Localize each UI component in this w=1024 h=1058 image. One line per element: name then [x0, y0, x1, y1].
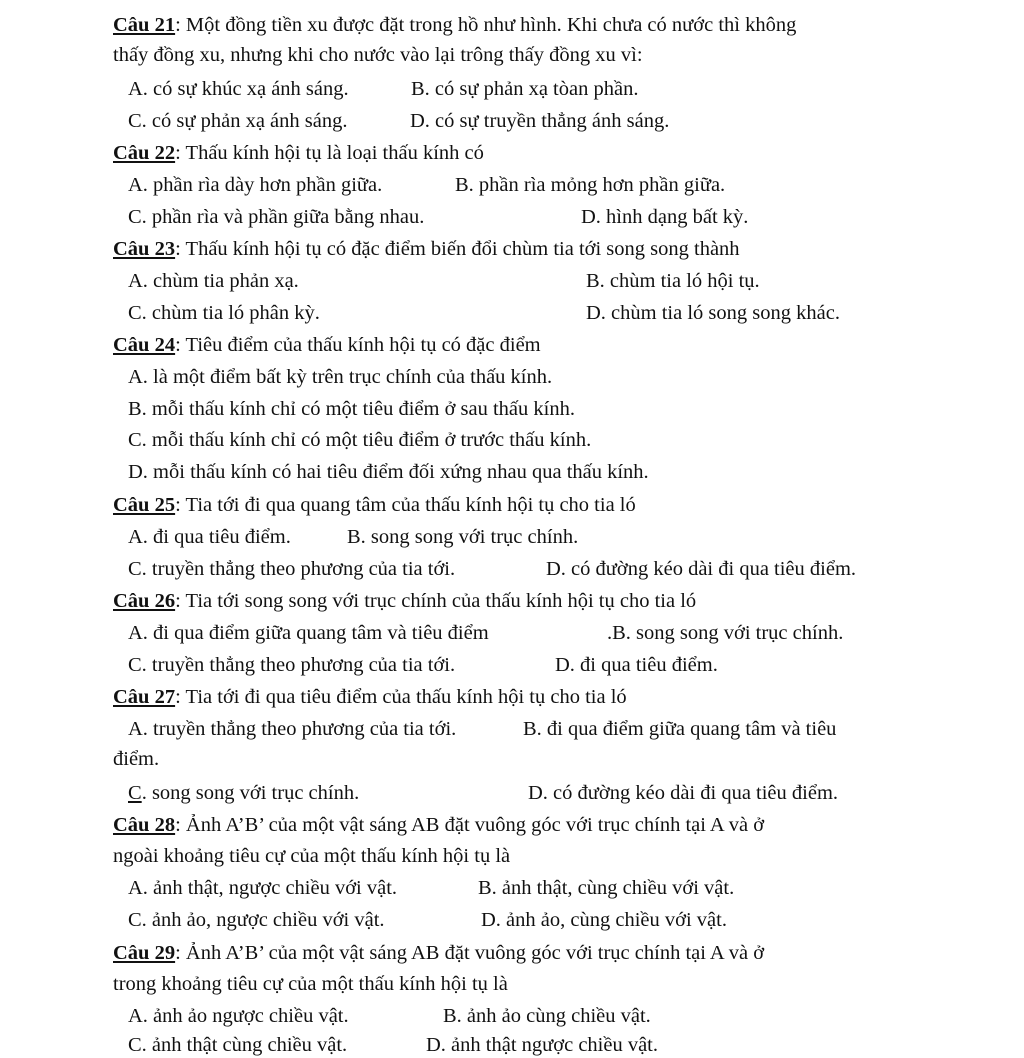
question-28-option-b: B. ảnh thật, cùng chiều với vật.	[478, 877, 735, 899]
question-24-stem	[113, 332, 541, 358]
question-29-stem-cont: trong khoảng tiêu cự của một thấu kính hội tụ là	[113, 973, 508, 995]
question-28-option-a: A. ảnh thật, ngược chiều với vật.	[128, 877, 398, 899]
question-26-stem-text: : Tia tới song song với trục chính của thấu kính hội tụ cho tia ló	[175, 590, 697, 612]
question-29-option-a: A. ảnh ảo ngược chiều vật.	[128, 1005, 349, 1027]
question-27-label: Câu 27	[113, 686, 176, 708]
question-27-stem	[113, 684, 627, 710]
question-22-option-c: C. phần rìa và phần giữa bằng nhau.	[128, 206, 425, 228]
question-29-label: Câu 29	[113, 942, 176, 964]
question-22-option-d: D. hình dạng bất kỳ.	[581, 206, 749, 228]
question-23-label: Câu 23	[113, 238, 176, 260]
question-27-option-b-cont: điểm.	[113, 748, 160, 770]
question-29-stem	[113, 940, 764, 966]
question-27-option-c	[128, 780, 359, 806]
question-25-label: Câu 25	[113, 494, 176, 516]
question-23-option-a: A. chùm tia phản xạ.	[128, 270, 299, 292]
question-21-stem-text: : Một đồng tiền xu được đặt trong hồ như hình. Khi chưa có nước thì không	[175, 14, 797, 36]
question-25-option-a: A. đi qua tiêu điểm.	[128, 526, 291, 548]
question-22-stem	[113, 140, 484, 166]
question-28-option-d: D. ảnh ảo, cùng chiều với vật.	[481, 909, 727, 931]
question-24-option-a: A. là một điểm bất kỳ trên trục chính của thấu kính.	[128, 366, 553, 388]
question-28-label: Câu 28	[113, 814, 176, 836]
question-28-stem	[113, 812, 764, 838]
question-27-stem-text: : Tia tới đi qua tiêu điểm của thấu kính hội tụ cho tia ló	[175, 686, 627, 708]
question-21-stem-cont: thấy đồng xu, nhưng khi cho nước vào lại trông thấy đồng xu vì:	[113, 44, 643, 66]
question-28-option-c: C. ảnh ảo, ngược chiều với vật.	[128, 909, 385, 931]
question-23-stem	[113, 236, 740, 262]
question-26-option-b: .B. song song với trục chính.	[607, 622, 844, 644]
question-23-stem-text: : Thấu kính hội tụ có đặc điểm biến đổi chùm tia tới song song thành	[175, 238, 740, 260]
question-25-option-c: C. truyền thẳng theo phương của tia tới.	[128, 558, 456, 580]
question-22-option-a: A. phần rìa dày hơn phần giữa.	[128, 174, 383, 196]
question-21-stem	[113, 12, 796, 38]
question-29-option-d: D. ảnh thật ngược chiều vật.	[426, 1034, 659, 1056]
question-28-stem-cont: ngoài khoảng tiêu cự của một thấu kính hội tụ là	[113, 845, 511, 867]
question-27-option-a: A. truyền thẳng theo phương của tia tới.	[128, 718, 457, 740]
question-24-stem-text: : Tiêu điểm của thấu kính hội tụ có đặc điểm	[175, 334, 541, 356]
question-21-option-c: C. có sự phản xạ ánh sáng.	[128, 110, 348, 132]
question-24-option-c: C. mỗi thấu kính chỉ có một tiêu điểm ở trước thấu kính.	[128, 429, 592, 451]
question-29-option-b: B. ảnh ảo cùng chiều vật.	[443, 1005, 651, 1027]
question-29-option-c: C. ảnh thật cùng chiều vật.	[128, 1034, 348, 1056]
question-25-option-b: B. song song với trục chính.	[347, 526, 579, 548]
question-23-option-d: D. chùm tia ló song song khác.	[586, 302, 840, 324]
question-21-label: Câu 21	[113, 14, 176, 36]
question-22-stem-text: : Thấu kính hội tụ là loại thấu kính có	[175, 142, 484, 164]
question-28-stem-text: : Ảnh A’B’ của một vật sáng AB đặt vuông góc với trục chính tại A và ở	[175, 814, 765, 836]
question-24-option-b: B. mỗi thấu kính chỉ có một tiêu điểm ở sau thấu kính.	[128, 398, 575, 420]
question-27-option-c-letter: C	[128, 782, 142, 804]
question-25-option-d: D. có đường kéo dài đi qua tiêu điểm.	[546, 558, 857, 580]
question-26-option-d: D. đi qua tiêu điểm.	[555, 654, 718, 676]
question-27-option-c-text: . song song với trục chính.	[141, 782, 360, 804]
question-25-stem	[113, 492, 636, 518]
question-22-label: Câu 22	[113, 142, 176, 164]
question-26-option-a: A. đi qua điểm giữa quang tâm và tiêu điểm	[128, 622, 489, 644]
question-21-option-b: B. có sự phản xạ tòan phần.	[411, 78, 639, 100]
question-29-stem-text: : Ảnh A’B’ của một vật sáng AB đặt vuông góc với trục chính tại A và ở	[175, 942, 765, 964]
question-26-stem	[113, 588, 696, 614]
question-21-option-d: D. có sự truyền thẳng ánh sáng.	[410, 110, 670, 132]
question-27-option-b: B. đi qua điểm giữa quang tâm và tiêu	[523, 718, 837, 740]
question-22-option-b: B. phần rìa mỏng hơn phần giữa.	[455, 174, 726, 196]
question-25-stem-text: : Tia tới đi qua quang tâm của thấu kính hội tụ cho tia ló	[175, 494, 636, 516]
question-24-label: Câu 24	[113, 334, 176, 356]
question-27-option-d: D. có đường kéo dài đi qua tiêu điểm.	[528, 782, 839, 804]
question-26-option-c: C. truyền thẳng theo phương của tia tới.	[128, 654, 456, 676]
question-26-label: Câu 26	[113, 590, 176, 612]
question-21-option-a: A. có sự khúc xạ ánh sáng.	[128, 78, 349, 100]
question-24-option-d: D. mỗi thấu kính có hai tiêu điểm đối xứng nhau qua thấu kính.	[128, 461, 649, 483]
question-23-option-c: C. chùm tia ló phân kỳ.	[128, 302, 320, 324]
question-23-option-b: B. chùm tia ló hội tụ.	[586, 270, 760, 292]
